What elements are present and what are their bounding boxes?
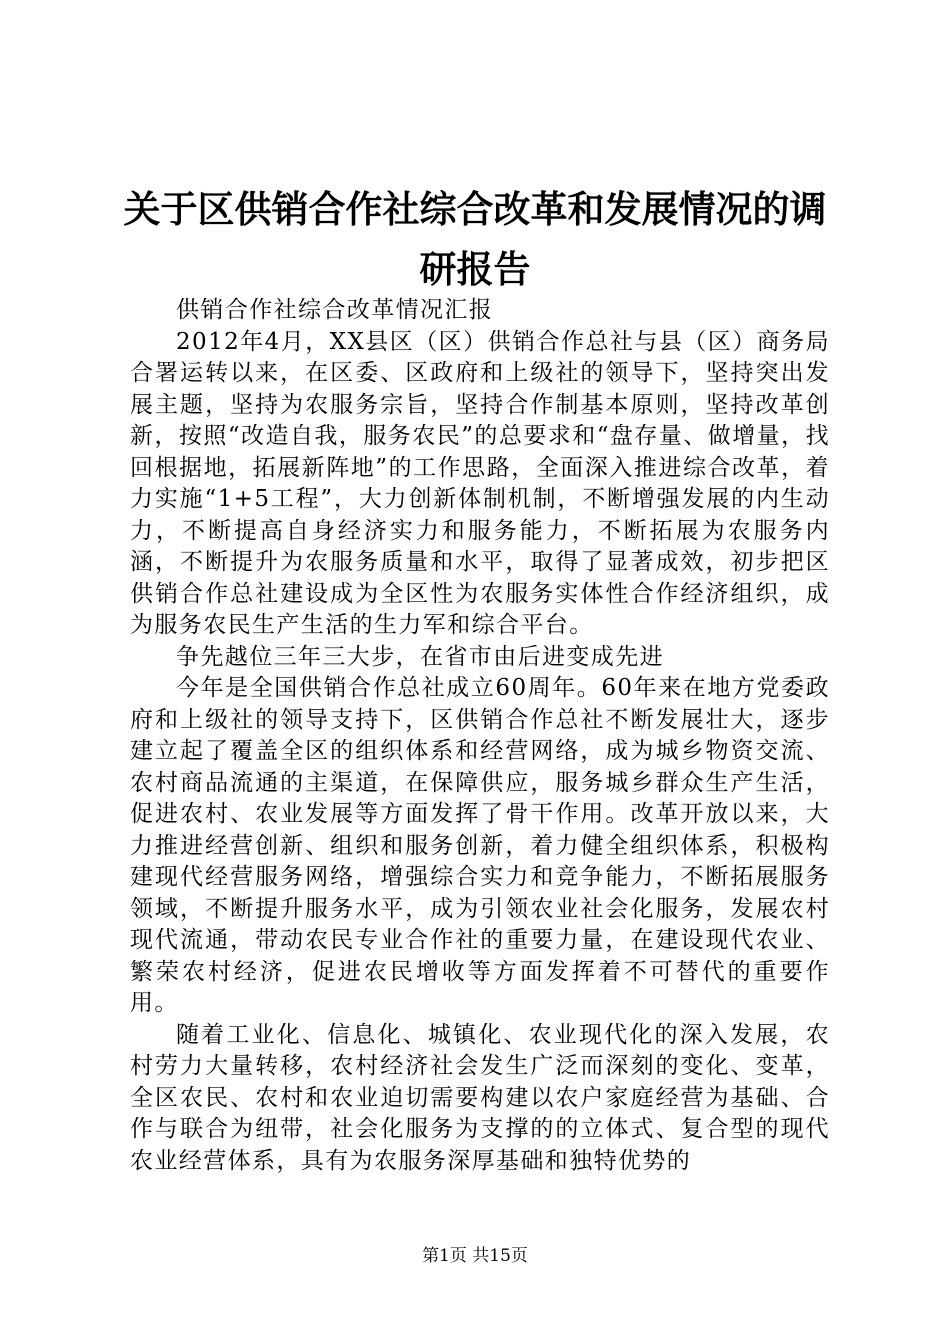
paragraph: 随着工业化、信息化、城镇化、农业现代化的深入发展，农村劳力大量转移，农村经济社会发生广泛而深刻的变化、变革，全区农民、农村和农业迫切需要构建以农户家庭经营为基础、合作与联合为纽带，社会化服务为支撑的的立体式、复合型的现代农业经营体系，具有为农服务深厚基础和独特优势的: [130, 1021, 830, 1174]
paragraph-heading-1: 供销合作社综合改革情况汇报: [176, 297, 494, 323]
document-body: [130, 295, 830, 1177]
paragraph-heading-2: 争先越位三年三大步，在省市由后进变成先进: [176, 643, 664, 670]
paragraph: 2012年4月，XX县区（区）供销合作总社与县（区）商务局合署运转以来，在区委、区政府和上级社的领导下，坚持突出发展主题，坚持为农服务宗旨，坚持合作制基本原则，坚持改革创新，按照“改造自我，服务农民”的总要求和“盘存量、做增量，找回根据地，拓展新阵地”的工作思路，全面深入推进综合改革，着力实施“1+5工程”，大力创新体制机制，不断增强发展的内生动力，不断提高自身经济实力和服务能力，不断拓展为农服务内涵，不断提升为农服务质量和水平，取得了显著成效，初步把区供销合作总社建设成为全区性为农服务实体性合作经济组织，成为服务农民生产生活的生力军和综合平台。: [130, 328, 830, 638]
document-title: 关于区供销合作社综合改革和发展情况的调研报告: [123, 188, 827, 291]
page-number-footer: 第1页 共15页: [422, 1246, 528, 1266]
paragraph: 今年是全国供销合作总社成立60周年。60年来在地方党委政府和上级社的领导支持下，区供销合作总社不断发展壮大，逐步建立起了覆盖全区的组织体系和经营网络，成为城乡物资交流、农村商品流通的主渠道，在保障供应，服务城乡群众生产生活，促进农村、农业发展等方面发挥了骨干作用。改革开放以来，大力推进经营创新、组织和服务创新，着力健全组织体系，积极构建现代经营服务网络，增强综合实力和竞争能力，不断拓展服务领域，不断提升服务水平，成为引领农业社会化服务，发展农村现代流通，带动农民专业合作社的重要力量，在建设现代农业、繁荣农村经济，促进农民增收等方面发挥着不可替代的重要作用。: [130, 675, 830, 1016]
